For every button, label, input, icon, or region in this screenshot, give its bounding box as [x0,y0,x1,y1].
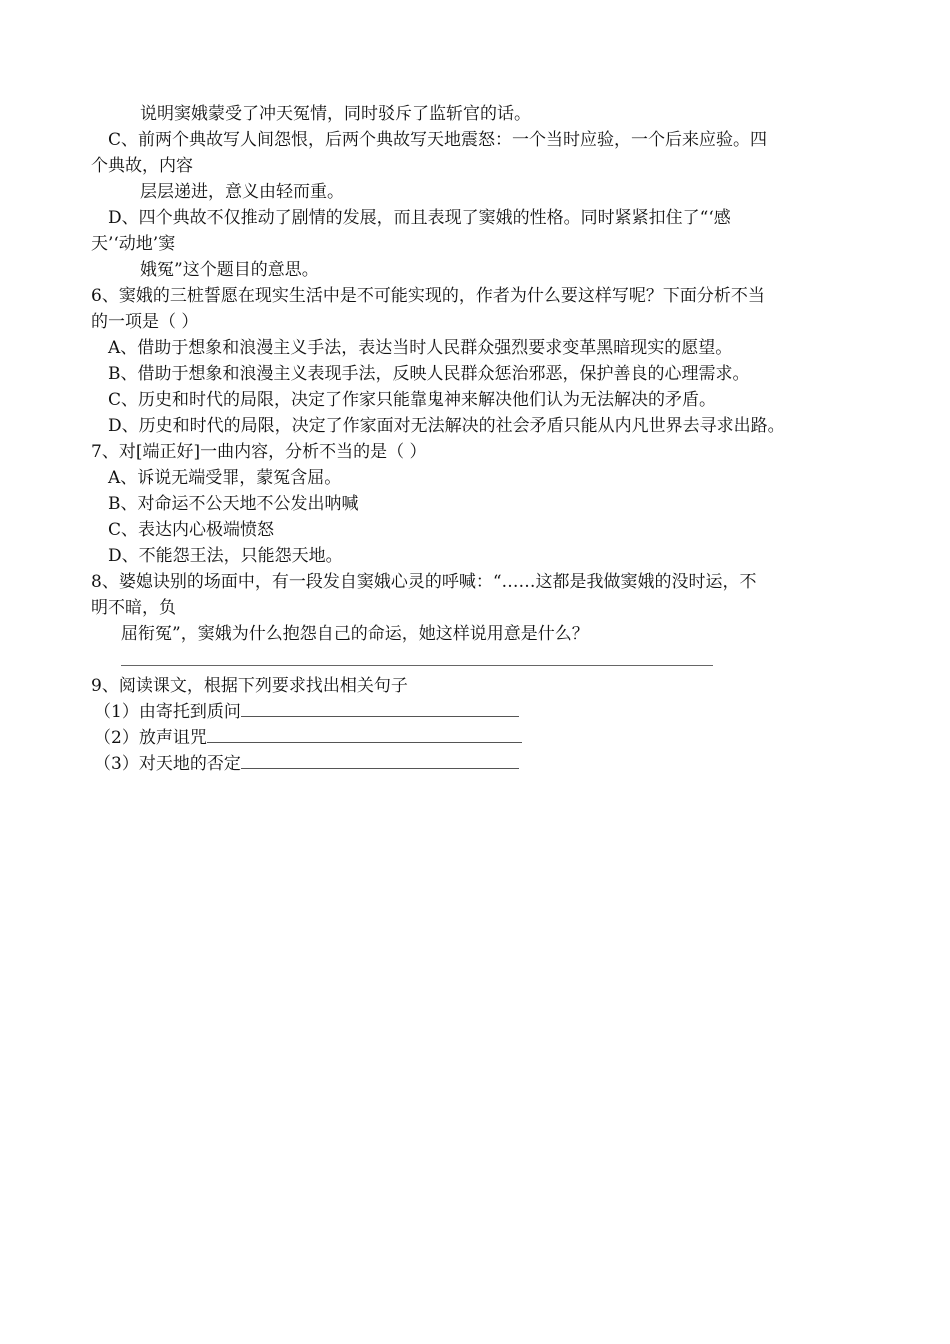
q6-option-b: B、借助于想象和浪漫主义表现手法，反映人民群众惩治邪恶，保护善良的心理需求。 [108,364,750,384]
q7-option-a: A、诉说无端受罪，蒙冤含屈。 [108,468,342,488]
q5-option-b-continuation: 说明窦娥蒙受了冲天冤情，同时驳斥了监斩官的话。 [140,104,531,124]
q7-stem: 7、对[端正好]一曲内容，分析不当的是（ ） [91,442,427,462]
q8-stem-line2: 明不暗，负 [91,598,176,618]
q9-stem: 9、阅读课文，根据下列要求找出相关句子 [91,676,408,696]
q9-item-2 [94,725,522,751]
q9-item-1-label: （1）由寄托到质问 [94,702,241,722]
q6-stem-line1: 6、窦娥的三桩誓愿在现实生活中是不可能实现的，作者为什么要这样写呢？下面分析不当 [91,286,765,306]
q9-item-2-answer-blank[interactable] [207,725,522,743]
q7-option-d: D、不能怨王法，只能怨天地。 [108,546,343,566]
q9-item-3-label: （3）对天地的否定 [94,754,241,774]
q7-option-b: B、对命运不公天地不公发出呐喊 [108,494,359,514]
q6-option-a: A、借助于想象和浪漫主义手法，表达当时人民群众强烈要求变革黑暗现实的愿望。 [108,338,733,358]
q5-option-c-line3: 层层递进，意义由轻而重。 [140,182,344,202]
q5-option-d-line3: 娥冤”这个题目的意思。 [140,260,319,280]
q6-option-c: C、历史和时代的局限，决定了作家只能靠鬼神来解决他们认为无法解决的矛盾。 [108,390,717,410]
q8-stem-line1: 8、婆媳诀别的场面中，有一段发自窦娥心灵的呼喊：“……这都是我做窦娥的没时运，不 [91,572,757,592]
q9-item-2-label: （2）放声诅咒 [94,728,207,748]
q9-item-1-answer-blank[interactable] [241,699,519,717]
q8-answer-line[interactable] [121,665,713,666]
q6-stem-line2: 的一项是（ ） [91,312,199,332]
q5-option-d-line2: 天’‘动地’窦 [91,234,176,254]
q9-item-3 [94,751,519,777]
q8-stem-line3: 屈衔冤”，窦娥为什么抱怨自己的命运，她这样说用意是什么？ [121,624,589,644]
q5-option-d-line1: D、四个典故不仅推动了剧情的发展，而且表现了窦娥的性格。同时紧紧扣住了“‘感 [108,208,731,228]
q9-item-1 [94,699,519,725]
q9-item-3-answer-blank[interactable] [241,751,519,769]
q5-option-c-line1: C、前两个典故写人间怨恨，后两个典故写天地震怒：一个当时应验，一个后来应验。四 [108,130,768,150]
q6-option-d: D、历史和时代的局限，决定了作家面对无法解决的社会矛盾只能从内凡世界去寻求出路。 [108,416,785,436]
q5-option-c-line2: 个典故，内容 [91,156,193,176]
q7-option-c: C、表达内心极端愤怒 [108,520,275,540]
